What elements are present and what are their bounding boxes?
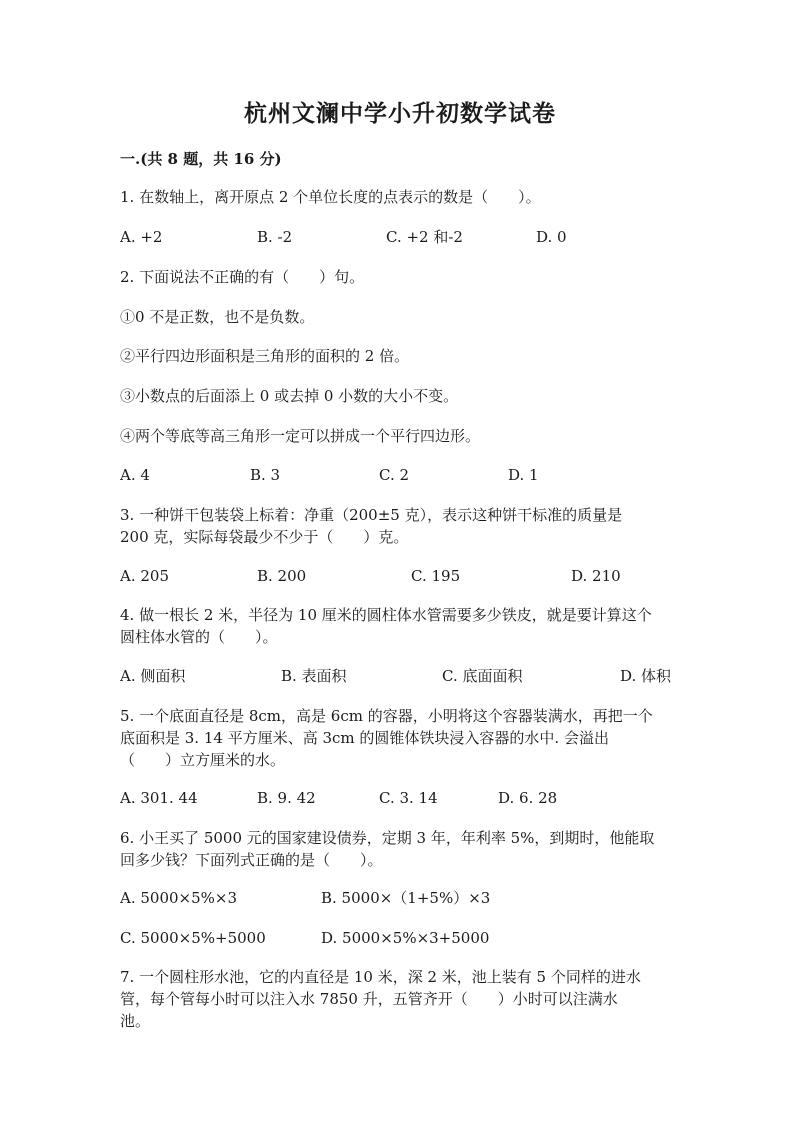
option-b: B. -2	[257, 228, 293, 246]
option-a: A. +2	[120, 228, 163, 246]
question-6-options-row-1	[120, 887, 680, 909]
option-c: C. 5000×5%+5000	[120, 929, 266, 947]
question-2-stem: 2. 下面说法不正确的有（ ）句。	[120, 268, 365, 286]
question-2-statement: ②平行四边形面积是三角形的面积的 2 倍。	[120, 347, 410, 365]
question-3-options	[120, 565, 680, 587]
option-d: D. 体积	[620, 667, 672, 685]
question-5-stem-line: 底面积是 3. 14 平方厘米、高 3cm 的圆锥体铁块浸入容器的水中. 会溢出	[120, 729, 609, 747]
option-b: B. 3	[250, 466, 281, 484]
option-d: D. 0	[536, 228, 567, 246]
question-4-options	[120, 665, 680, 687]
option-b: B. 表面积	[281, 667, 347, 685]
page-title: 杭州文澜中学小升初数学试卷	[244, 100, 556, 127]
question-3-stem-line: 200 克，实际每袋最少不少于（ ）克。	[120, 528, 409, 546]
option-a: A. 205	[120, 567, 169, 585]
option-d: D. 6. 28	[498, 789, 558, 807]
option-d: D. 5000×5%×3+5000	[321, 929, 490, 947]
section-heading: 一.(共 8 题，共 16 分)	[120, 150, 282, 168]
option-b: B. 9. 42	[257, 789, 316, 807]
option-c: C. 195	[411, 567, 461, 585]
question-2-statement: ④两个等底等高三角形一定可以拼成一个平行四边形。	[120, 427, 481, 445]
option-b: B. 5000×（1+5%）×3	[321, 889, 491, 907]
question-7-stem-line: 管，每个管每小时可以注入水 7850 升，五管齐开（ ）小时可以注满水	[120, 990, 618, 1008]
question-1-options	[120, 226, 680, 248]
option-d: D. 1	[508, 466, 539, 484]
question-6-stem-line: 回多少钱？下面列式正确的是（ ）。	[120, 851, 383, 869]
question-4-stem-line: 圆柱体水管的（ ）。	[120, 628, 278, 646]
option-c: C. 底面面积	[442, 667, 523, 685]
question-7-stem-line: 池。	[120, 1012, 151, 1030]
option-b: B. 200	[257, 567, 307, 585]
question-5-options	[120, 787, 680, 809]
question-1-stem: 1. 在数轴上，离开原点 2 个单位长度的点表示的数是（ ）。	[120, 188, 541, 206]
option-c: C. +2 和-2	[386, 228, 463, 246]
option-a: A. 301. 44	[120, 789, 198, 807]
question-6-stem-line: 6. 小王买了 5000 元的国家建设债券，定期 3 年，年利率 5%，到期时，他能取	[120, 829, 655, 847]
question-3-stem-line: 3. 一种饼干包装袋上标着：净重（200±5 克），表示这种饼干标准的质量是	[120, 506, 623, 524]
question-5-stem-line: （ ）立方厘米的水。	[120, 751, 286, 769]
option-a: A. 5000×5%×3	[120, 889, 238, 907]
question-4-stem-line: 4. 做一根长 2 米，半径为 10 厘米的圆柱体水管需要多少铁皮，就是要计算这个	[120, 606, 652, 624]
question-2-statement: ③小数点的后面添上 0 或去掉 0 小数的大小不变。	[120, 387, 459, 405]
option-d: D. 210	[571, 567, 621, 585]
option-c: C. 2	[379, 466, 410, 484]
question-2-options	[120, 464, 680, 486]
option-a: A. 4	[120, 466, 150, 484]
question-5-stem-line: 5. 一个底面直径是 8cm，高是 6cm 的容器，小明将这个容器装满水，再把一个	[120, 707, 653, 725]
question-6-options-row-2	[120, 927, 680, 949]
question-2-statement: ①0 不是正数，也不是负数。	[120, 308, 315, 326]
question-7-stem-line: 7. 一个圆柱形水池，它的内直径是 10 米，深 2 米，池上装有 5 个同样的进水	[120, 968, 641, 986]
option-c: C. 3. 14	[379, 789, 438, 807]
option-a: A. 侧面积	[120, 667, 186, 685]
